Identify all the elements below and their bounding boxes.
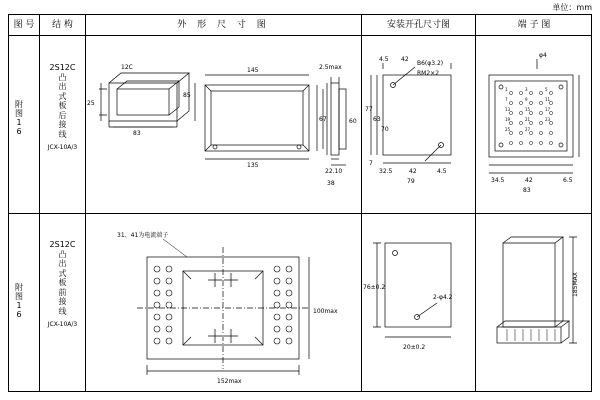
col-divider-2 [85,15,86,391]
svg-text:42: 42 [525,177,533,184]
header-col-outline: 外 形 尺 寸 图 [177,20,270,30]
svg-text:4.5: 4.5 [437,168,447,175]
row2-outline-drawing [87,217,359,389]
svg-text:17: 17 [545,107,551,112]
svg-text:5: 5 [545,87,548,92]
svg-text:63: 63 [373,116,381,123]
row-divider [9,213,591,214]
row2-id: 附 图 1 6 [15,283,23,319]
svg-text:B6(φ3.2): B6(φ3.2) [417,60,444,67]
svg-text:83: 83 [133,130,141,137]
svg-text:70: 70 [381,126,389,133]
svg-text:42: 42 [401,56,409,63]
svg-text:77: 77 [365,106,373,113]
svg-text:13: 13 [505,107,511,112]
svg-text:85: 85 [183,92,191,99]
svg-text:12C: 12C [121,64,133,71]
header-col-id: 图 号 [13,20,35,30]
row1-id: 附 图 1 6 [15,100,23,136]
col-divider-4 [475,15,476,391]
svg-text:100max: 100max [313,308,338,315]
svg-text:3: 3 [525,87,528,92]
svg-text:1: 1 [505,87,508,92]
svg-text:27: 27 [525,127,531,132]
row2-note: 31、41为电流端子 [117,232,169,239]
header-col-structure: 结 构 [52,20,73,30]
svg-text:34.5: 34.5 [491,177,505,184]
svg-text:15: 15 [525,107,531,112]
svg-text:23: 23 [545,117,551,122]
row1-structure: 2S12C 凸 出 式 板 后 接 线 JCX-10A/3 [47,63,78,151]
svg-text:25: 25 [505,127,511,132]
svg-text:145: 145 [247,67,259,74]
svg-text:4.5: 4.5 [379,56,389,63]
svg-text:2.5max: 2.5max [319,64,342,71]
svg-text:2-φ4.2: 2-φ4.2 [433,294,453,301]
row1-mounting-drawing [363,39,473,209]
svg-text:76±0.2: 76±0.2 [363,284,386,291]
svg-text:38: 38 [327,180,335,187]
svg-text:7: 7 [369,160,373,167]
header-col-terminal: 端 子 图 [517,20,551,30]
svg-text:185MAX: 185MAX [572,272,579,297]
svg-text:7: 7 [505,97,508,102]
header-col-mounting: 安装开孔尺寸图 [386,20,450,30]
row1-terminal-drawing [477,39,589,209]
svg-text:25: 25 [87,100,95,107]
svg-text:67: 67 [319,116,327,123]
row1-outline-drawing [87,39,359,209]
svg-text:11: 11 [545,97,551,102]
svg-text:79: 79 [407,178,415,185]
svg-text:83: 83 [523,187,531,194]
row2-mounting-drawing [363,217,473,389]
header-divider [9,35,591,36]
unit-note: 单位：mm [552,3,592,12]
spec-table [8,14,592,392]
svg-text:135: 135 [247,162,259,169]
svg-text:φ4: φ4 [539,52,547,59]
svg-text:20±0.2: 20±0.2 [403,344,426,351]
svg-text:32.5: 32.5 [379,168,393,175]
svg-text:152max: 152max [217,378,242,385]
svg-text:6.5: 6.5 [563,177,573,184]
svg-text:9: 9 [525,97,528,102]
svg-text:22.10: 22.10 [325,168,343,175]
row2-structure: 2S12C 凸 出 式 板 前 接 线 JCX-10A/3 [47,240,78,328]
svg-text:60: 60 [349,118,357,125]
svg-text:21: 21 [525,117,531,122]
svg-text:19: 19 [505,117,511,122]
svg-text:42: 42 [409,168,417,175]
row2-terminal-drawing [477,217,589,389]
svg-text:RM2×2: RM2×2 [417,70,440,77]
col-divider-3 [361,15,362,391]
